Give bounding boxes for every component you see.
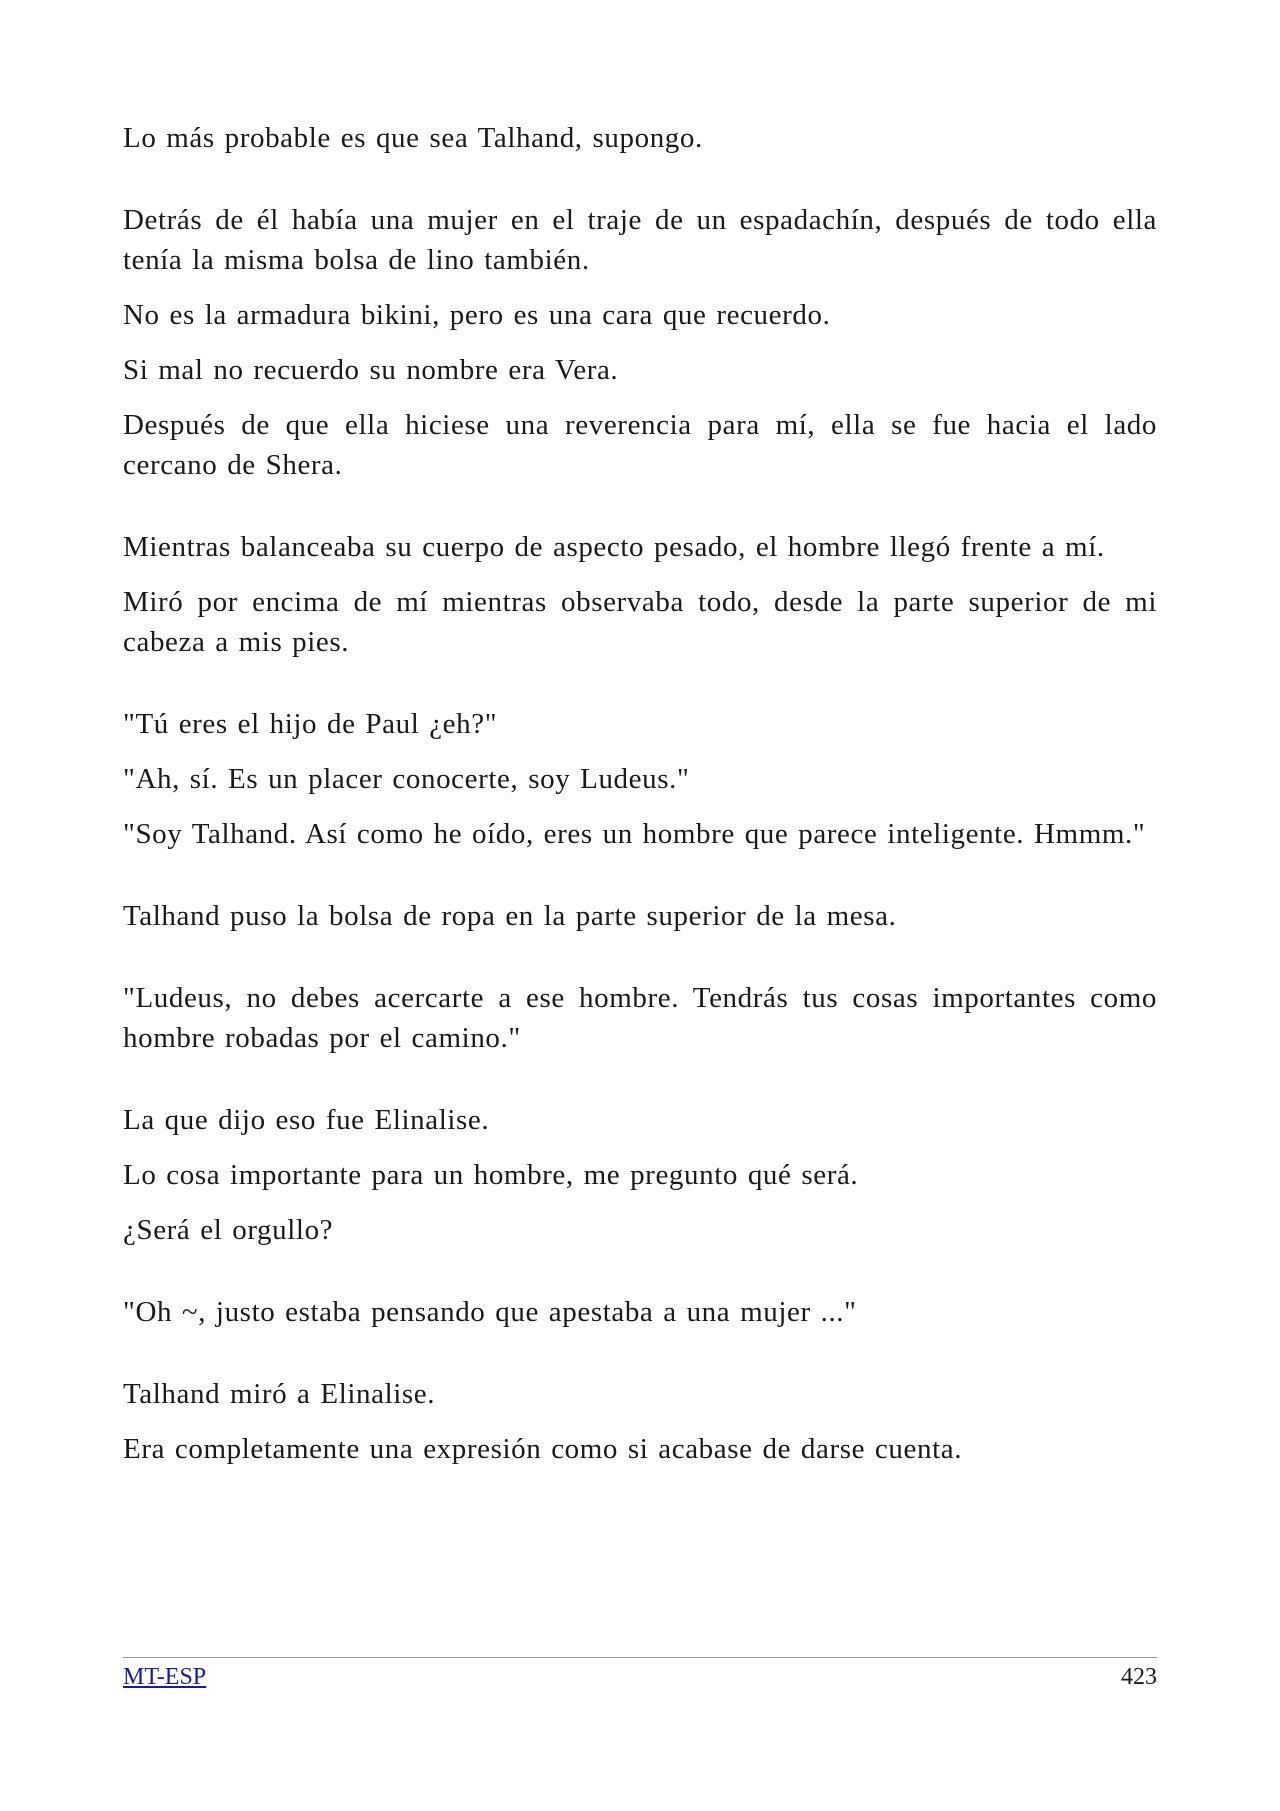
page-body bbox=[123, 118, 1157, 1469]
dialogue-line: "Ludeus, no debes acercarte a ese hombre. Tendrás tus cosas importantes como hombre robadas por el camino." bbox=[123, 982, 1157, 1054]
dialogue-line: "Ah, sí. Es un placer conocerte, soy Ludeus." bbox=[123, 763, 690, 795]
paragraph: No es la armadura bikini, pero es una cara que recuerdo. bbox=[123, 299, 831, 331]
paragraph: Lo más probable es que sea Talhand, supongo. bbox=[123, 122, 703, 154]
paragraph: Después de que ella hiciese una reverencia para mí, ella se fue hacia el lado cercano de Shera. bbox=[123, 409, 1157, 481]
paragraph: Lo cosa importante para un hombre, me pregunto qué será. bbox=[123, 1159, 859, 1191]
paragraph: La que dijo eso fue Elinalise. bbox=[123, 1104, 490, 1136]
dialogue-line: "Tú eres el hijo de Paul ¿eh?" bbox=[123, 708, 498, 740]
page-number: 423 bbox=[1121, 1664, 1157, 1690]
paragraph: Si mal no recuerdo su nombre era Vera. bbox=[123, 354, 619, 386]
paragraph: Talhand puso la bolsa de ropa en la parte superior de la mesa. bbox=[123, 900, 897, 932]
paragraph: Detrás de él había una mujer en el traje de un espadachín, después de todo ella tenía la misma bolsa de lino también. bbox=[123, 204, 1157, 276]
paragraph: Era completamente una expresión como si acabase de darse cuenta. bbox=[123, 1433, 963, 1465]
source-link[interactable]: MT-ESP bbox=[123, 1664, 207, 1690]
paragraph: Talhand miró a Elinalise. bbox=[123, 1378, 436, 1410]
paragraph: Mientras balanceaba su cuerpo de aspecto pesado, el hombre llegó frente a mí. bbox=[123, 531, 1105, 563]
paragraph: ¿Será el orgullo? bbox=[123, 1214, 334, 1246]
dialogue-line: "Soy Talhand. Así como he oído, eres un hombre que parece inteligente. Hmmm." bbox=[123, 818, 1146, 850]
paragraph: Miró por encima de mí mientras observaba todo, desde la parte superior de mi cabeza a mis pies. bbox=[123, 586, 1157, 658]
page-footer bbox=[123, 1657, 1157, 1692]
dialogue-line: "Oh ~, justo estaba pensando que apestaba a una mujer ..." bbox=[123, 1296, 857, 1328]
